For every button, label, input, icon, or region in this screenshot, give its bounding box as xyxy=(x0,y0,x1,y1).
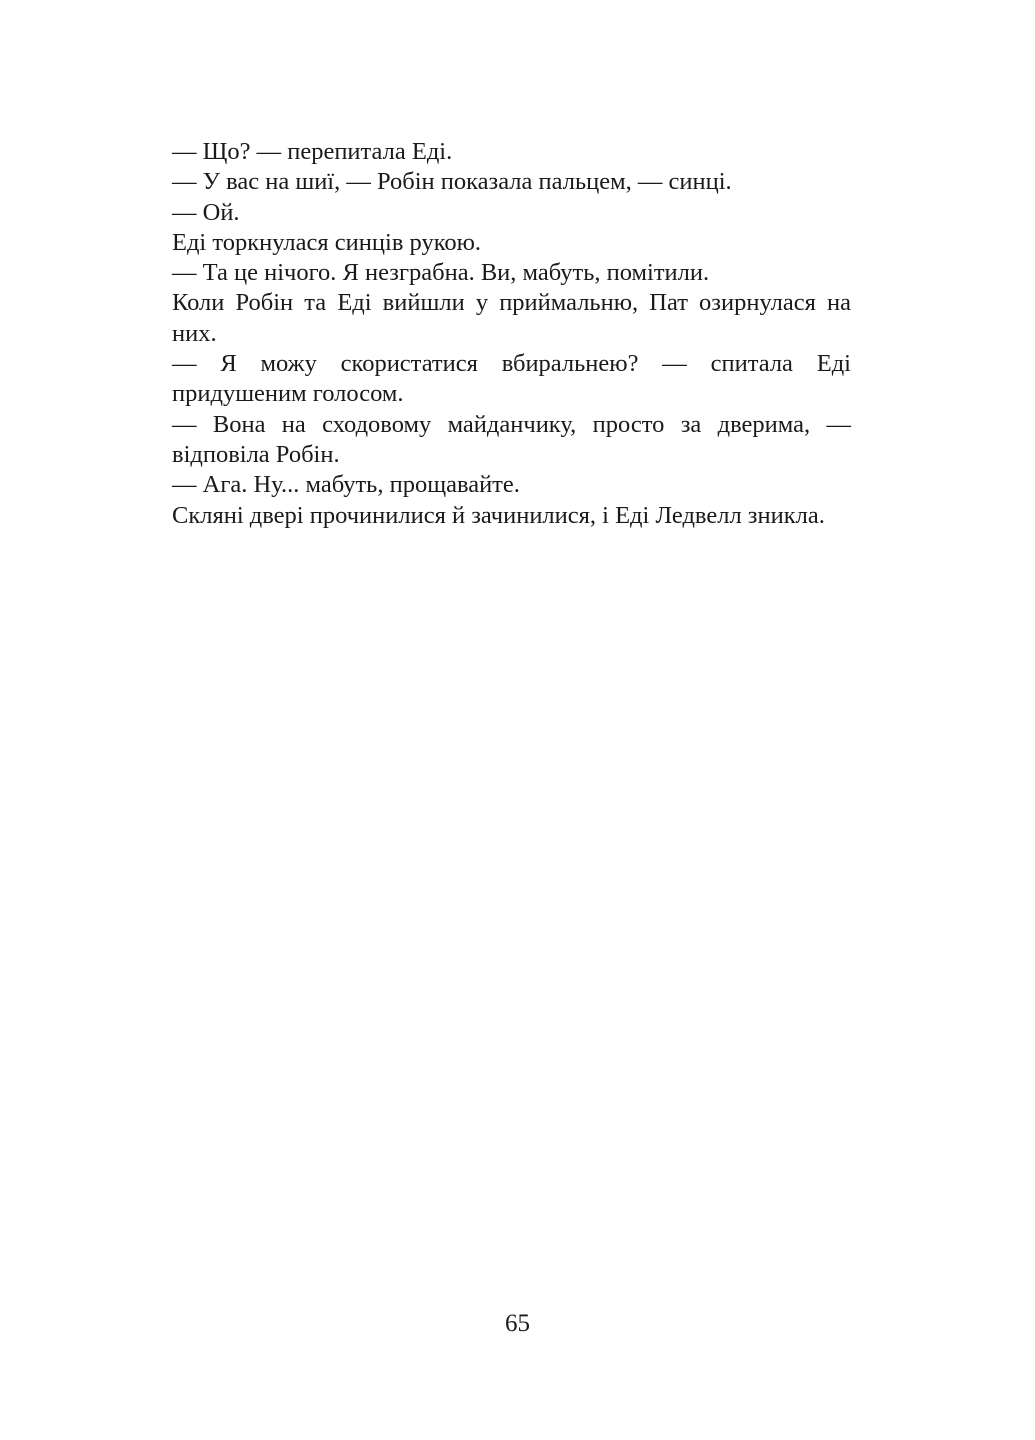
paragraph: — Я можу скористатися вбиральнею? — спитала Еді придушеним голосом. xyxy=(172,350,851,408)
paragraph: — Та це нічого. Я незграбна. Ви, мабуть, помітили. xyxy=(172,259,710,287)
paragraph: — У вас на шиї, — Робін показала пальцем, — синці. xyxy=(172,168,732,196)
paragraph: Скляні двері прочинилися й зачинилися, і Еді Ледвелл зникла. xyxy=(172,501,825,529)
body-text xyxy=(172,137,851,531)
paragraph: — Ой. xyxy=(172,198,240,226)
paragraph: — Ага. Ну... мабуть, прощавайте. xyxy=(172,471,520,499)
paragraph: — Що? — перепитала Еді. xyxy=(172,138,453,165)
paragraph: — Вона на сходовому майданчику, просто за дверима, — відповіла Робін. xyxy=(172,410,851,468)
paragraph: Коли Робін та Еді вийшли у приймальню, Пат озирнулася на них. xyxy=(172,289,851,347)
paragraph: Еді торкнулася синців рукою. xyxy=(172,228,482,256)
page-number: 65 xyxy=(505,1310,530,1337)
